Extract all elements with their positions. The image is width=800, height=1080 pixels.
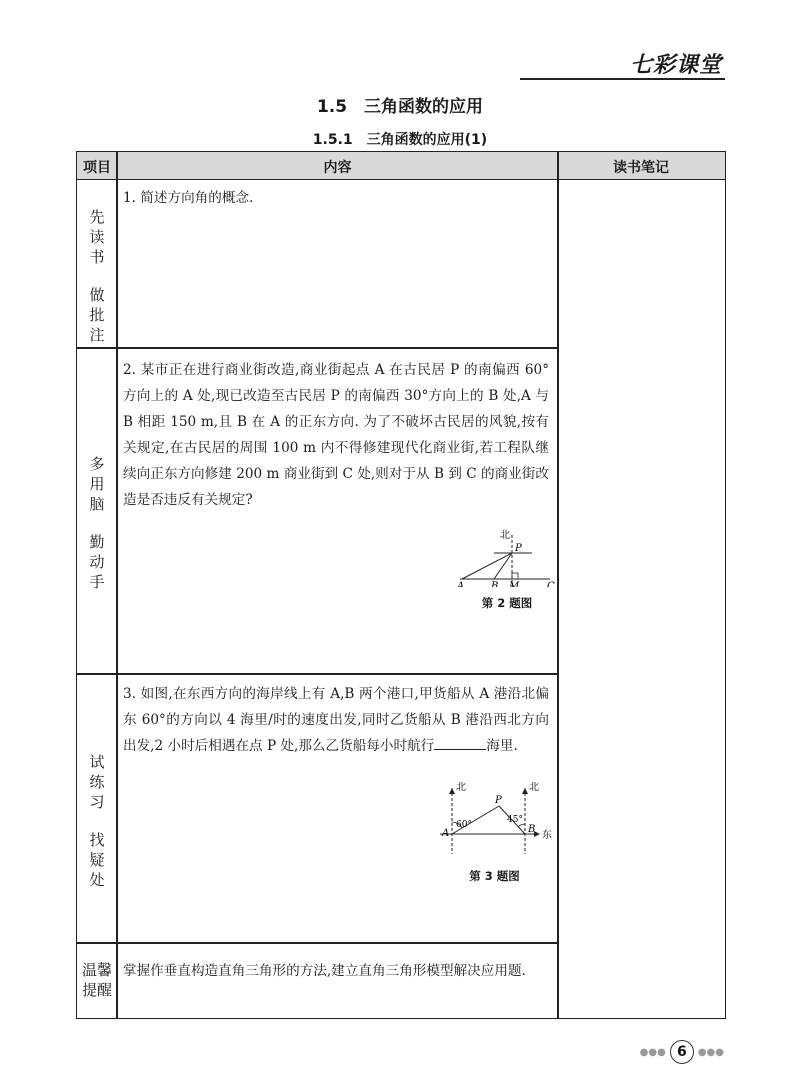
north-label-a: 北 xyxy=(456,782,466,793)
figure-2-diagram xyxy=(452,527,562,587)
figure-3-diagram xyxy=(432,782,557,854)
brand-logo: 七彩课堂 xyxy=(629,53,722,78)
row-divider xyxy=(77,347,558,349)
north-label-b: 北 xyxy=(529,782,539,793)
point-p-label: P xyxy=(515,543,522,554)
subsection-title: 1.5.1 三角函数的应用(1) xyxy=(312,132,488,148)
header-item: 项目 xyxy=(83,160,111,176)
figure-2 xyxy=(452,527,562,611)
figure-3 xyxy=(432,782,557,884)
point-c-label: C xyxy=(547,581,555,587)
study-table xyxy=(76,151,726,1019)
row-divider xyxy=(77,673,558,675)
page-number xyxy=(640,1040,724,1064)
point-m-label: M xyxy=(509,581,520,587)
answer-blank[interactable] xyxy=(434,735,486,750)
point-b-label: B xyxy=(528,824,536,835)
page-dots-right: ●●● xyxy=(697,1046,724,1058)
row-category: 试练习 找疑处 xyxy=(89,753,105,889)
question-1: 1. 简述方向角的概念. xyxy=(123,190,254,206)
page-number-circle: 6 xyxy=(670,1040,694,1064)
row-category: 先读书 做批注 xyxy=(89,208,105,344)
row-category: 温馨 提醒 xyxy=(81,961,112,999)
point-a-label: A xyxy=(442,828,450,839)
page-dots-left: ●●● xyxy=(639,1046,666,1058)
point-p-label: P xyxy=(495,795,502,806)
figure-2-caption: 第 2 题图 xyxy=(481,596,533,610)
point-b-label: B xyxy=(491,581,499,587)
header-rule xyxy=(520,78,725,80)
header-content: 内容 xyxy=(323,160,352,176)
table-header xyxy=(77,152,725,180)
question-3: 3. 如图,在东西方向的海岸线上有 A,B 两个港口,甲货船从 A 港沿北偏东 60°的方向以 4 海里/时的速度出发,同时乙货船从 B 港沿西北方向出发,2 小时后相遇在点 P 处,那么乙货船每小时航行 海里. xyxy=(123,686,549,754)
east-label: 东 xyxy=(542,830,552,841)
question-2: 2. 某市正在进行商业街改造,商业街起点 A 在古民居 P 的南偏西 60°方向上的 A 处,现已改造至古民居 P 的南偏西 30°方向上的 B 处,A 与 B 相距 150 m,且 B 在 A 的正东方向. 为了不破坏古民居的风貌,按有关规定,在古民居的周围 100 m 内不得修建现代化商业街,若工程队继续向正东方向修建 200 m 商业街到 C 处,则对于从 B 到 C 的商业街改造是否违反有关规定? xyxy=(123,362,549,508)
angle-60-label: 60° xyxy=(456,820,472,830)
section-title: 1.5 三角函数的应用 xyxy=(316,97,484,117)
north-label: 北 xyxy=(500,530,510,541)
row-category: 多用脑 勤动手 xyxy=(89,455,105,591)
header-notes: 读书笔记 xyxy=(613,160,669,176)
row-divider xyxy=(77,942,558,944)
point-a-label: A xyxy=(457,581,465,587)
reminder-text: 掌握作垂直构造直角三角形的方法,建立直角三角形模型解决应用题. xyxy=(123,963,526,979)
figure-3-caption: 第 3 题图 xyxy=(469,869,520,883)
angle-45-label: 45° xyxy=(507,815,523,825)
